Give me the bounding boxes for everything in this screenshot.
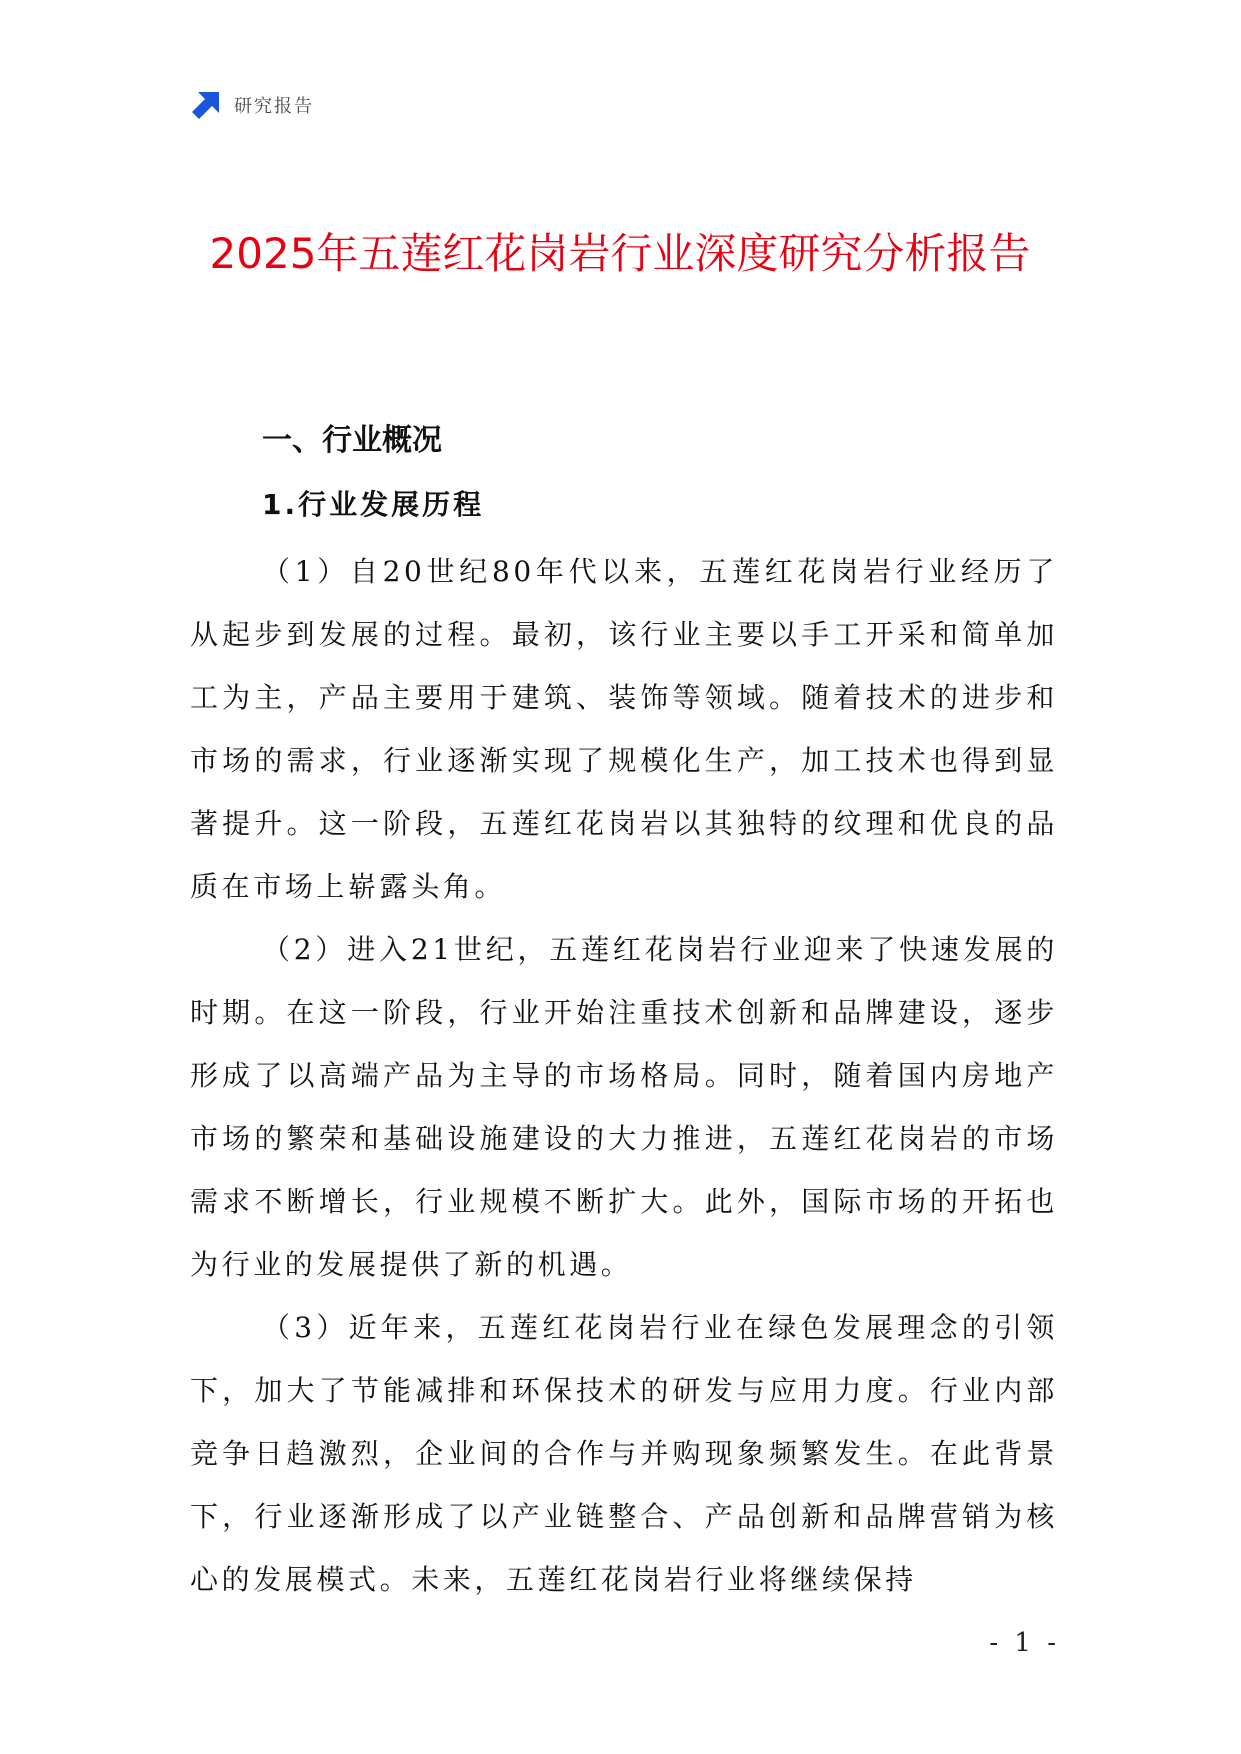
paragraph-3: （3）近年来，五莲红花岗岩行业在绿色发展理念的引领下，加大了节能减排和环保技术的研发与应用力度。行业内部竞争日趋激烈，企业间的合作与并购现象频繁发生。在此背景下，行业逐渐形成了以产业链整合、产品创新和品牌营销为核心的发展模式。未来，五莲红花岗岩行业将继续保持 <box>190 1311 1058 1596</box>
section-heading: 一、行业概况 <box>262 423 442 458</box>
subsection-heading: 1.行业发展历程 <box>262 488 485 521</box>
document-body <box>190 418 1058 1611</box>
header-label: 研究报告 <box>234 96 314 117</box>
document-title: 2025年五莲红花岗岩行业深度研究分析报告 <box>209 229 1031 278</box>
arrow-up-right-icon <box>190 89 222 121</box>
report-header <box>190 88 314 122</box>
paragraph-1: （1）自20世纪80年代以来，五莲红花岗岩行业经历了从起步到发展的过程。最初，该行业主要以手工开采和简单加工为主，产品主要用于建筑、装饰等领域。随着技术的进步和市场的需求，行业逐渐实现了规模化生产，加工技术也得到显著提升。这一阶段，五莲红花岗岩以其独特的纹理和优良的品质在市场上崭露头角。 <box>190 555 1058 903</box>
paragraph-2: （2）进入21世纪，五莲红花岗岩行业迎来了快速发展的时期。在这一阶段，行业开始注重技术创新和品牌建设，逐步形成了以高端产品为主导的市场格局。同时，随着国内房地产市场的繁荣和基础设施建设的大力推进，五莲红花岗岩的市场需求不断增长，行业规模不断扩大。此外，国际市场的开拓也为行业的发展提供了新的机遇。 <box>190 933 1058 1281</box>
page-number: - 1 - <box>989 1628 1060 1658</box>
